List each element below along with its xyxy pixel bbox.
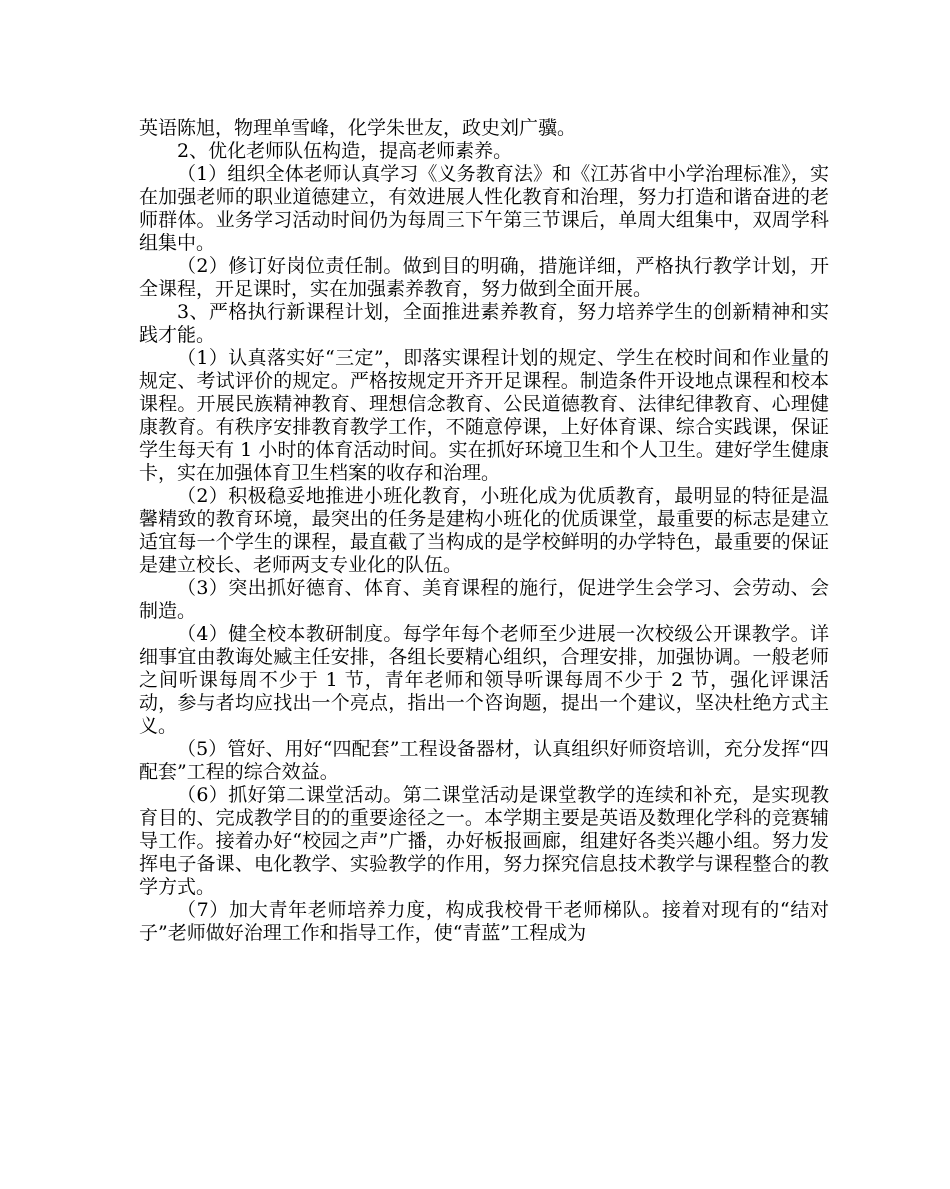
paragraph-4: （2）修订好岗位责任制。做到目的明确，措施详细，严格执行教学计划，开全课程，开足课时，实在加强素养教育，努力做到全面开展。 bbox=[139, 255, 829, 300]
paragraph-9: （4）健全校本教研制度。每学年每个老师至少进展一次校级公开课教学。详细事宜由教诲处臧主任安排，各组长要精心组织，合理安排，加强协调。一般老师之间听课每周不少于 1 节，青年老师和领导听课每周不少于 2 节，强化评课活动，参与者均应找出一个亮点，指出一个咨询题，提出一个建议，坚决杜绝方式主义。 bbox=[139, 623, 829, 737]
paragraph-1: 英语陈旭，物理单雪峰，化学朱世友，政史刘广骥。 bbox=[139, 117, 577, 139]
paragraph-8: （3）突出抓好德育、体育、美育课程的施行，促进学生会学习、会劳动、会制造。 bbox=[139, 577, 829, 622]
document-body bbox=[139, 117, 829, 945]
paragraph-6: （1）认真落实好“三定”，即落实课程计划的规定、学生在校时间和作业量的规定、考试评价的规定。严格按规定开齐开足课程。制造条件开设地点课程和校本课程。开展民族精神教育、理想信念教育、公民道德教育、法律纪律教育、心理健康教育。有秩序安排教育教学工作，不随意停课，上好体育课、综合实践课，保证学生每天有 1 小时的体育活动时间。实在抓好环境卫生和个人卫生。建好学生健康卡，实在加强体育卫生档案的收存和治理。 bbox=[139, 347, 829, 484]
paragraph-5: 3、严格执行新课程计划，全面推进素养教育，努力培养学生的创新精神和实践才能。 bbox=[139, 301, 829, 346]
paragraph-12: （7）加大青年老师培养力度，构成我校骨干老师梯队。接着对现有的“结对子”老师做好治理工作和指导工作，使“青蓝”工程成为 bbox=[139, 899, 829, 944]
paragraph-3: （1）组织全体老师认真学习《义务教育法》和《江苏省中小学治理标准》，实在加强老师的职业道德建立，有效进展人性化教育和治理，努力打造和谐奋进的老师群体。业务学习活动时间仍为每周三下午第三节课后，单周大组集中，双周学科组集中。 bbox=[139, 163, 829, 254]
paragraph-7: （2）积极稳妥地推进小班化教育，小班化成为优质教育，最明显的特征是温馨精致的教育环境，最突出的任务是建构小班化的优质课堂，最重要的标志是建立适宜每一个学生的课程，最直截了当构成的是学校鲜明的办学特色，最重要的保证是建立校长、老师两支专业化的队伍。 bbox=[139, 485, 829, 576]
paragraph-11: （6）抓好第二课堂活动。第二课堂活动是课堂教学的连续和补充，是实现教育目的、完成教学目的的重要途径之一。本学期主要是英语及数理化学科的竞赛辅导工作。接着办好“校园之声”广播，办好板报画廊，组建好各类兴趣小组。努力发挥电子备课、电化教学、实验教学的作用，努力探究信息技术教学与课程整合的教学方式。 bbox=[139, 784, 829, 898]
paragraph-10: （5）管好、用好“四配套”工程设备器材，认真组织好师资培训，充分发挥“四配套”工程的综合效益。 bbox=[139, 738, 829, 783]
paragraph-2: 2、优化老师队伍构造，提高老师素养。 bbox=[177, 140, 513, 162]
